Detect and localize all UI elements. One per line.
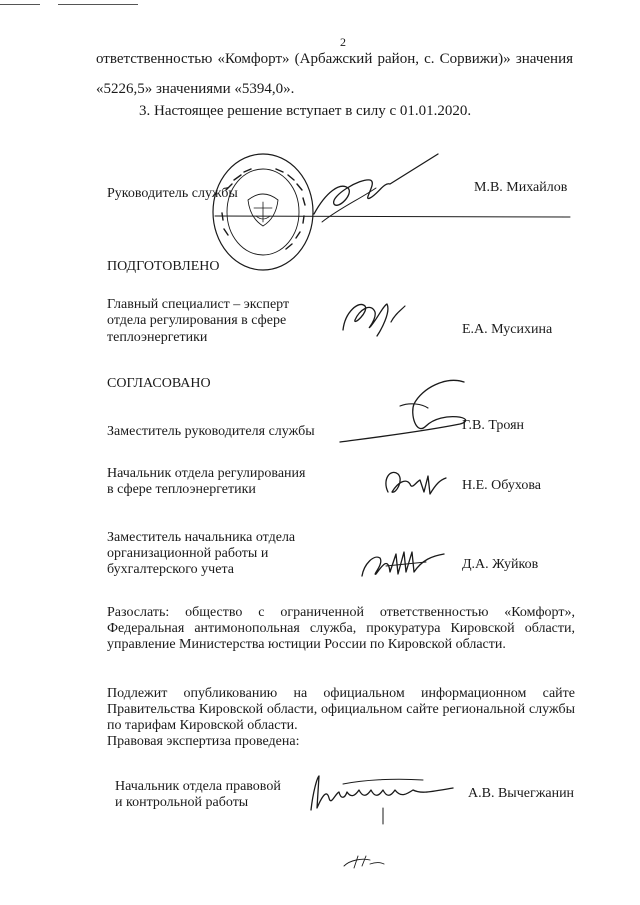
head-name: М.В. Михайлов (474, 180, 568, 195)
distribution-line-3: управление Министерства юстиции России по Кировской области. (107, 637, 506, 652)
legal-check-note: Правовая экспертиза проведена: (107, 734, 300, 749)
publication-line-2: Правительства Кировской области, официальном сайте региональной службы (107, 702, 575, 717)
clause-3: 3. Настоящее решение вступает в силу с 01.01.2020. (139, 103, 472, 119)
legal-name: А.В. Вычегжанин (468, 786, 575, 801)
publication-line-3: по тарифам Кировской области. (107, 718, 298, 733)
deputy-head-title: Заместитель руководителя службы (107, 424, 315, 439)
top-rule-right (58, 4, 138, 5)
prepared-signature (335, 292, 415, 344)
deputy-dept-name: Д.А. Жуйков (462, 557, 539, 572)
prepared-name: Е.А. Мусихина (462, 322, 553, 337)
prepared-line-3: теплоэнергетики (107, 330, 208, 345)
prepared-heading: ПОДГОТОВЛЕНО (107, 259, 220, 274)
deputy-dept-line-2: организационной работы и (107, 546, 269, 561)
dept-head-line-1: Начальник отдела регулирования (107, 466, 306, 481)
dept-head-name: Н.Е. Обухова (462, 478, 541, 493)
prepared-line-1: Главный специалист – эксперт (107, 297, 290, 312)
prepared-line-2: отдела регулирования в сфере (107, 313, 287, 328)
deputy-dept-signature (356, 542, 456, 584)
distribution-line-2: Федеральная антимонопольная служба, прокуратура Кировской области, (107, 621, 575, 636)
intro-line-1: ответственностью «Комфорт» (Арбажский район, с. Сорвижи)» значения (96, 51, 573, 67)
top-rule-left (0, 4, 40, 5)
distribution-line-1: Разослать: общество с ограниченной ответственностью «Комфорт», (107, 605, 575, 620)
deputy-dept-line-1: Заместитель начальника отдела (107, 530, 296, 545)
legal-signature (303, 768, 463, 828)
legal-line-2: и контрольной работы (115, 795, 249, 810)
head-underline (215, 213, 575, 221)
deputy-dept-line-3: бухгалтерского учета (107, 562, 234, 577)
deputy-head-signature (330, 374, 480, 454)
dept-head-signature (376, 462, 456, 502)
deputy-head-name: Г.В. Троян (462, 418, 525, 433)
publication-line-1: Подлежит опубликованию на официальном информационном сайте (107, 686, 575, 701)
dept-head-line-2: в сфере теплоэнергетики (107, 482, 256, 497)
intro-line-2: «5226,5» значениями «5394,0». (96, 81, 295, 97)
bottom-scribble (340, 852, 390, 872)
agreed-heading: СОГЛАСОВАНО (107, 376, 211, 391)
page-number: 2 (340, 35, 346, 49)
head-title: Руководитель службы (107, 186, 238, 201)
legal-line-1: Начальник отдела правовой (115, 779, 281, 794)
